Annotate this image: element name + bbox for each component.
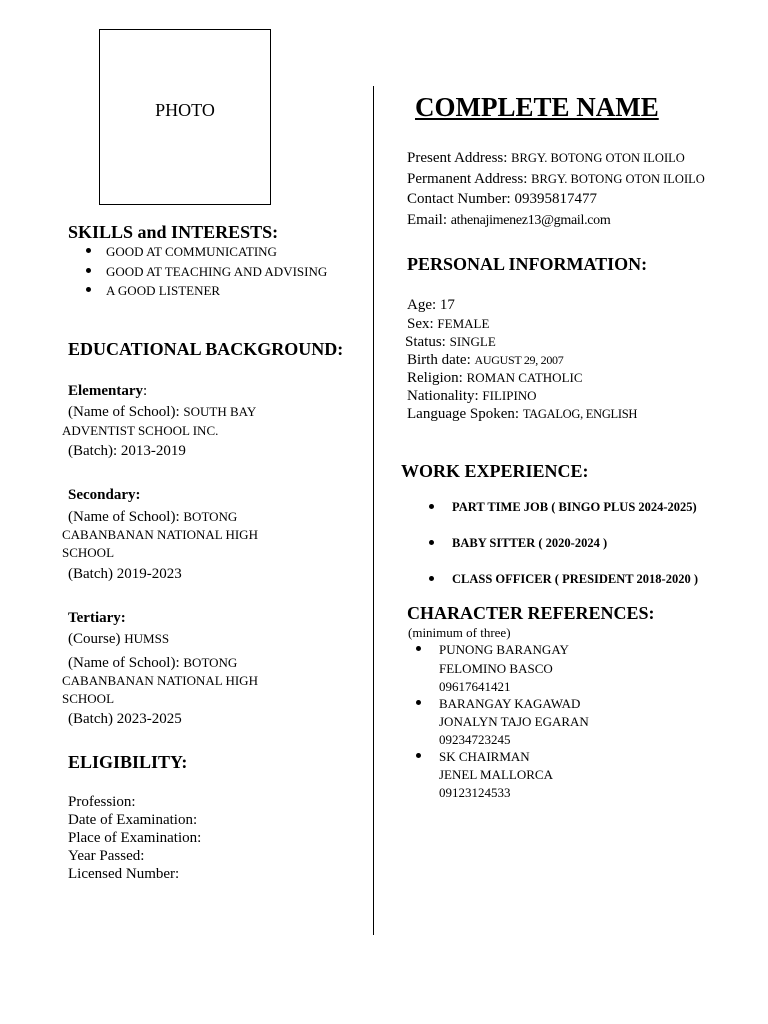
bullet-icon <box>86 287 91 292</box>
skill-item: A GOOD LISTENER <box>106 283 221 298</box>
reference-phone: 09123124533 <box>439 785 511 800</box>
secondary-batch: (Batch) 2019-2023 <box>68 566 182 582</box>
reference-phone: 09234723245 <box>439 732 511 747</box>
references-note: (minimum of three) <box>408 625 511 640</box>
bullet-icon <box>416 753 421 758</box>
eligibility-field: Licensed Number: <box>68 866 180 882</box>
column-divider <box>373 86 374 935</box>
reference-name: JONALYN TAJO EGARAN <box>439 714 589 729</box>
bullet-icon <box>429 540 434 545</box>
contact-number: Contact Number: 09395817477 <box>407 191 597 207</box>
photo-placeholder <box>99 29 271 205</box>
reference-name: FELOMINO BASCO <box>439 661 553 676</box>
elementary-school: (Name of School): SOUTH BAY <box>68 404 257 420</box>
skill-item: GOOD AT TEACHING AND ADVISING <box>106 264 328 279</box>
religion-field: Religion: ROMAN CATHOLIC <box>407 370 583 386</box>
elementary-batch: (Batch): 2013-2019 <box>68 443 186 459</box>
bullet-icon <box>429 504 434 509</box>
elementary-school-cont: ADVENTIST SCHOOL INC. <box>62 423 219 438</box>
permanent-address: Permanent Address: BRGY. BOTONG OTON ILOILO <box>407 171 705 187</box>
status-field: Status: SINGLE <box>405 334 496 350</box>
reference-phone: 09617641421 <box>439 679 511 694</box>
skill-item: GOOD AT COMMUNICATING <box>106 244 277 259</box>
references-heading: CHARACTER REFERENCES: <box>407 603 655 623</box>
eligibility-field: Profession: <box>68 794 136 810</box>
work-item: CLASS OFFICER ( PRESIDENT 2018-2020 ) <box>452 572 698 586</box>
bullet-icon <box>86 248 91 253</box>
secondary-school-cont: CABANBANAN NATIONAL HIGH <box>62 527 258 542</box>
tertiary-school-cont: CABANBANAN NATIONAL HIGH <box>62 673 258 688</box>
tertiary-batch: (Batch) 2023-2025 <box>68 711 182 727</box>
eligibility-field: Year Passed: <box>68 848 145 864</box>
tertiary-label: Tertiary: <box>68 610 126 626</box>
reference-title: SK CHAIRMAN <box>439 749 530 764</box>
birth-date-field: Birth date: AUGUST 29, 2007 <box>407 352 564 368</box>
personal-info-heading: PERSONAL INFORMATION: <box>407 254 648 274</box>
tertiary-school-cont: SCHOOL <box>62 691 115 706</box>
age-field: Age: 17 <box>407 297 455 313</box>
bullet-icon <box>416 646 421 651</box>
bullet-icon <box>86 268 91 273</box>
bullet-icon <box>416 700 421 705</box>
secondary-school: (Name of School): BOTONG <box>68 509 238 525</box>
skills-heading: SKILLS and INTERESTS: <box>68 222 279 242</box>
present-address: Present Address: BRGY. BOTONG OTON ILOILO <box>407 150 685 166</box>
secondary-school-cont: SCHOOL <box>62 545 115 560</box>
complete-name-title: COMPLETE NAME <box>415 92 659 122</box>
education-heading: EDUCATIONAL BACKGROUND: <box>68 339 344 359</box>
eligibility-field: Date of Examination: <box>68 812 198 828</box>
language-field: Language Spoken: TAGALOG, ENGLISH <box>407 406 638 422</box>
eligibility-heading: ELIGIBILITY: <box>68 752 188 772</box>
secondary-label: Secondary: <box>68 487 141 503</box>
email: Email: athenajimenez13@gmail.com <box>407 212 611 228</box>
sex-field: Sex: FEMALE <box>407 316 490 332</box>
elementary-label: Elementary: <box>68 383 148 399</box>
reference-title: PUNONG BARANGAY <box>439 642 569 657</box>
work-item: BABY SITTER ( 2020-2024 ) <box>452 536 608 550</box>
work-item: PART TIME JOB ( BINGO PLUS 2024-2025) <box>452 500 697 514</box>
eligibility-field: Place of Examination: <box>68 830 202 846</box>
reference-title: BARANGAY KAGAWAD <box>439 696 581 711</box>
tertiary-school: (Name of School): BOTONG <box>68 655 238 671</box>
reference-name: JENEL MALLORCA <box>439 767 553 782</box>
bullet-icon <box>429 576 434 581</box>
photo-label: PHOTO <box>155 100 215 120</box>
nationality-field: Nationality: FILIPINO <box>407 388 537 404</box>
tertiary-course: (Course) HUMSS <box>68 631 170 647</box>
work-experience-heading: WORK EXPERIENCE: <box>401 461 589 481</box>
